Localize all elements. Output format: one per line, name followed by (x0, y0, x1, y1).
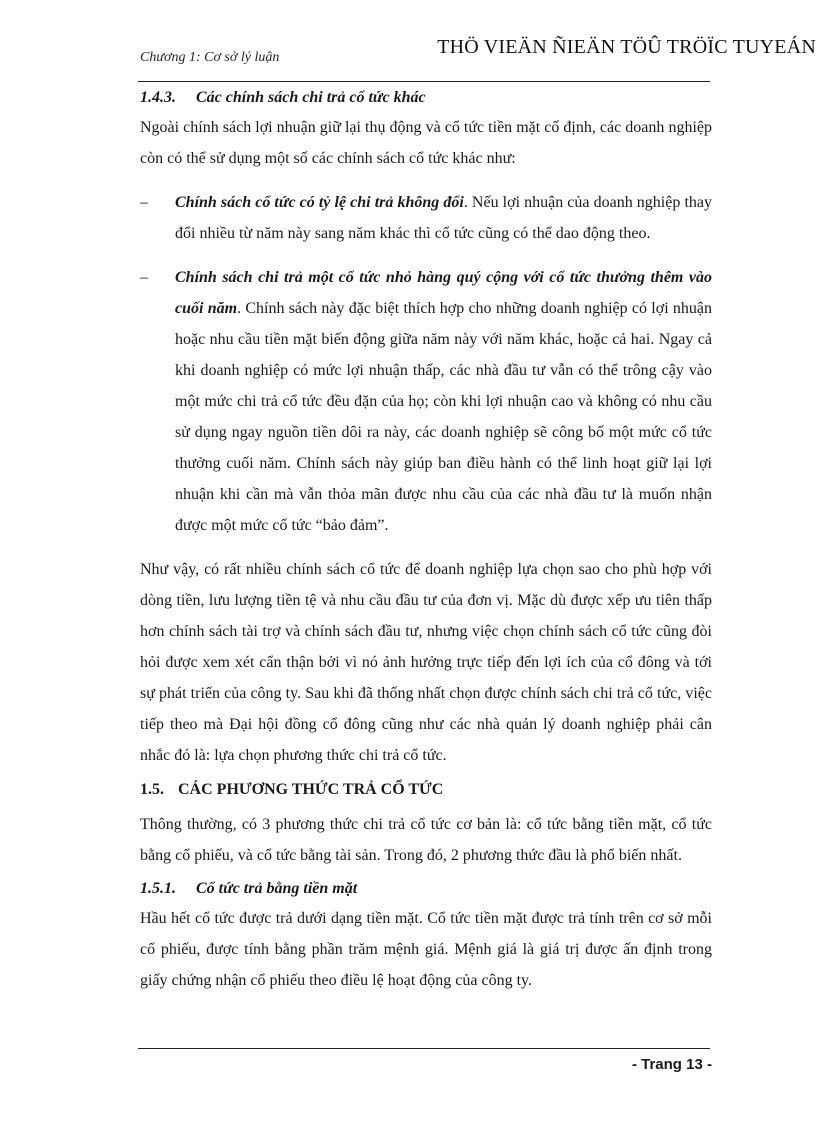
section-number: 1.5.1. (140, 880, 176, 897)
section-title: Cổ tức trả bằng tiền mặt (196, 880, 358, 897)
section-number: 1.5. (140, 781, 164, 798)
section-heading-1-5 (140, 771, 712, 809)
spacer (140, 174, 712, 187)
chapter-header: Chương 1: Cơ sở lý luận (140, 50, 280, 65)
page-number: - Trang 13 - (631, 1056, 712, 1073)
bullet-dash: – (140, 194, 148, 211)
bullet-lead: Chính sách chi trả một cổ tức nhỏ hàng quý cộng với cổ tức thưởng thêm vào cuối năm (175, 269, 712, 317)
bullet-item-quarterly-plus-bonus (140, 262, 712, 541)
bullet-text: . Chính sách này đặc biệt thích hợp cho những doanh nghiệp có lợi nhuận hoặc nhu cầu tiền mặt biến động giữa năm này với năm khác, hoặc cả hai. Ngay cả khi doanh nghiệp có mức lợi nhuận thấp, các nhà đầu tư vẫn có thể trông cậy vào một mức chi trả cổ tức đều đặn của họ; còn khi lợi nhuận cao và không có nhu cầu sử dụng ngay nguồn tiền dôi ra này, các doanh nghiệp sẽ công bố một mức cổ tức thưởng cuối năm. Chính sách này giúp ban điều hành có thể linh hoạt giữ lại lợi nhuận khi cần mà vẫn thỏa mãn được nhu cầu của các nhà đầu tư là muốn nhận được một mức cổ tức “bảo đảm”. (175, 300, 712, 534)
methods-intro-paragraph: Thông thường, có 3 phương thức chi trả cổ tức cơ bản là: cổ tức bằng tiền mặt, cổ tức bằng cổ phiếu, và cổ tức bằng tài sản. Trong đó, 2 phương thức đầu là phổ biến nhất. (140, 816, 712, 864)
spacer (140, 249, 712, 262)
cash-dividend-paragraph: Hầu hết cổ tức được trả dưới dạng tiền mặt. Cổ tức tiền mặt được trả tính trên cơ sở mỗi cổ phiếu, được tính bằng phần trăm mệnh giá. Mệnh giá là giá trị được ấn định trong giấy chứng nhận cổ phiếu theo điều lệ hoạt động của công ty. (140, 910, 712, 989)
section-number: 1.4.3. (140, 89, 176, 106)
intro-paragraph: Ngoài chính sách lợi nhuận giữ lại thụ động và cổ tức tiền mặt cố định, các doanh nghiệp còn có thể sử dụng một số các chính sách cổ tức khác như: (140, 119, 712, 167)
spacer (140, 541, 712, 554)
section-heading-1-5-1 (140, 875, 712, 903)
bullet-lead: Chính sách cổ tức có tỷ lệ chi trả không đổi (175, 194, 464, 211)
bullet-text: . Nếu lợi nhuận của doanh nghiệp thay đổi nhiều từ năm này sang năm khác thì cổ tức cũng có thể dao động theo. (175, 194, 713, 242)
section-heading-1-4-3 (140, 84, 712, 112)
conclusion-paragraph: Như vậy, có rất nhiều chính sách cổ tức để doanh nghiệp lựa chọn sao cho phù hợp với dòng tiền, lưu lượng tiền tệ và nhu cầu đầu tư của đơn vị. Mặc dù được xếp ưu tiên thấp hơn chính sách tài trợ và chính sách đầu tư, nhưng việc chọn chính sách cổ tức cũng đòi hỏi được xem xét cẩn thận bởi vì nó ảnh hưởng trực tiếp đến lợi ích của cổ đông và tới sự phát triển của công ty. Sau khi đã thống nhất chọn được chính sách chi trả cổ tức, việc tiếp theo mà Đại hội đồng cổ đông cũng như các nhà quản lý doanh nghiệp phải cân nhắc đó là: lựa chọn phương thức chi trả cổ tức. (140, 561, 712, 764)
library-watermark: THÖ VIEÄN ÑIEÄN TÖÛ TRÖÏC TUYEÁN (437, 36, 816, 58)
section-title: CÁC PHƯƠNG THỨC TRẢ CỔ TỨC (178, 781, 444, 798)
header-divider (138, 81, 710, 82)
bullet-item-constant-payout (140, 187, 712, 249)
page-content (140, 84, 712, 996)
bullet-dash: – (140, 269, 148, 286)
footer-divider (138, 1048, 710, 1049)
section-title: Các chính sách chi trả cổ tức khác (196, 89, 426, 106)
